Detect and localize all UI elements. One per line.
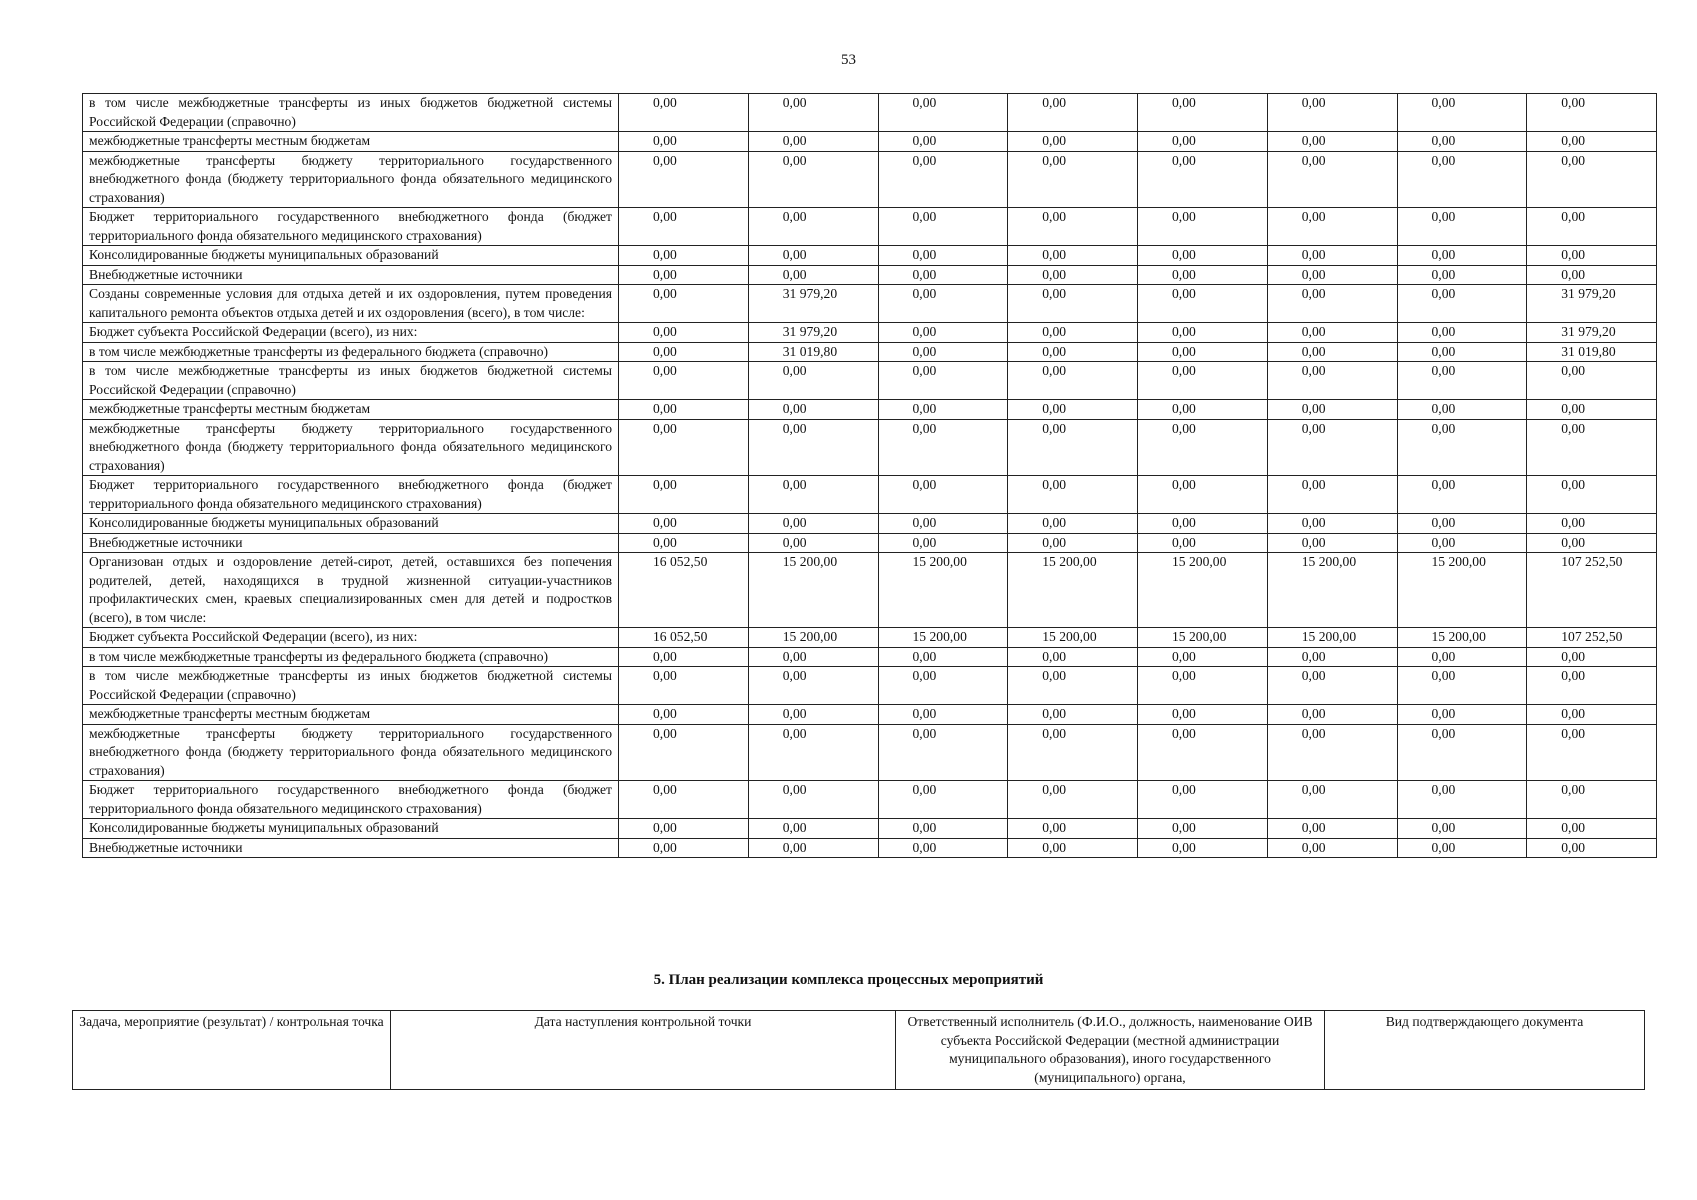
row-value: 15 200,00 <box>878 628 1008 648</box>
row-value: 0,00 <box>1397 533 1527 553</box>
row-value: 0,00 <box>1397 705 1527 725</box>
row-value: 0,00 <box>1267 151 1397 208</box>
row-value: 0,00 <box>1527 724 1657 781</box>
row-value: 31 979,20 <box>1527 285 1657 323</box>
row-value: 0,00 <box>748 132 878 152</box>
row-value: 31 979,20 <box>748 285 878 323</box>
row-value: 0,00 <box>878 514 1008 534</box>
row-value: 0,00 <box>1267 838 1397 858</box>
row-label: межбюджетные трансферты местным бюджетам <box>83 400 619 420</box>
row-value: 0,00 <box>1397 323 1527 343</box>
row-value: 0,00 <box>1008 781 1138 819</box>
row-value: 0,00 <box>619 781 749 819</box>
row-value: 0,00 <box>1138 400 1268 420</box>
row-value: 0,00 <box>1397 514 1527 534</box>
row-value: 0,00 <box>1397 647 1527 667</box>
row-label: Внебюджетные источники <box>83 533 619 553</box>
row-value: 0,00 <box>1267 647 1397 667</box>
row-value: 0,00 <box>1138 342 1268 362</box>
row-value: 0,00 <box>1267 342 1397 362</box>
table-row <box>83 132 1657 152</box>
row-value: 0,00 <box>1138 667 1268 705</box>
row-value: 0,00 <box>1267 781 1397 819</box>
row-value: 0,00 <box>1008 323 1138 343</box>
row-value: 15 200,00 <box>1267 628 1397 648</box>
row-value: 0,00 <box>1008 724 1138 781</box>
row-value: 0,00 <box>1527 476 1657 514</box>
row-value: 0,00 <box>1527 362 1657 400</box>
row-value: 0,00 <box>1267 265 1397 285</box>
row-value: 0,00 <box>878 781 1008 819</box>
row-value: 0,00 <box>1138 419 1268 476</box>
table-row <box>83 246 1657 266</box>
row-value: 0,00 <box>1267 419 1397 476</box>
row-value: 0,00 <box>1397 151 1527 208</box>
row-value: 0,00 <box>1527 400 1657 420</box>
row-value: 0,00 <box>1527 838 1657 858</box>
row-value: 0,00 <box>619 533 749 553</box>
row-value: 0,00 <box>619 246 749 266</box>
row-value: 0,00 <box>619 151 749 208</box>
row-value: 0,00 <box>1397 419 1527 476</box>
row-value: 0,00 <box>1008 151 1138 208</box>
row-value: 0,00 <box>1138 323 1268 343</box>
row-label: Бюджет территориального государственного внебюджетного фонда (бюджет территориального фонда обязательного медицинского страхования) <box>83 208 619 246</box>
row-value: 0,00 <box>1527 533 1657 553</box>
plan-header-task: Задача, мероприятие (результат) / контрольная точка <box>73 1011 391 1090</box>
table-row <box>83 647 1657 667</box>
row-label: Консолидированные бюджеты муниципальных образований <box>83 819 619 839</box>
table-row <box>83 667 1657 705</box>
row-value: 0,00 <box>1397 246 1527 266</box>
row-value: 0,00 <box>1267 667 1397 705</box>
row-label: Бюджет территориального государственного внебюджетного фонда (бюджет территориального фонда обязательного медицинского страхования) <box>83 476 619 514</box>
row-value: 0,00 <box>1138 705 1268 725</box>
table-row <box>83 419 1657 476</box>
row-value: 0,00 <box>1008 647 1138 667</box>
row-value: 0,00 <box>619 342 749 362</box>
row-value: 0,00 <box>1267 514 1397 534</box>
row-label: Бюджет субъекта Российской Федерации (всего), из них: <box>83 323 619 343</box>
row-value: 0,00 <box>1397 362 1527 400</box>
row-value: 0,00 <box>1138 514 1268 534</box>
row-label: Консолидированные бюджеты муниципальных образований <box>83 246 619 266</box>
plan-table <box>72 1010 1645 1090</box>
table-row <box>83 208 1657 246</box>
row-label: в том числе межбюджетные трансферты из федерального бюджета (справочно) <box>83 342 619 362</box>
row-label: в том числе межбюджетные трансферты из федерального бюджета (справочно) <box>83 647 619 667</box>
row-value: 0,00 <box>619 94 749 132</box>
plan-header-document: Вид подтверждающего документа <box>1325 1011 1645 1090</box>
row-value: 0,00 <box>1008 342 1138 362</box>
table-row <box>83 265 1657 285</box>
row-value: 15 200,00 <box>1397 553 1527 628</box>
table-row <box>83 342 1657 362</box>
row-value: 0,00 <box>878 94 1008 132</box>
row-value: 0,00 <box>1138 781 1268 819</box>
row-value: 0,00 <box>748 94 878 132</box>
row-value: 0,00 <box>878 724 1008 781</box>
row-value: 0,00 <box>619 667 749 705</box>
row-value: 0,00 <box>619 514 749 534</box>
row-value: 0,00 <box>1267 533 1397 553</box>
row-value: 0,00 <box>1008 265 1138 285</box>
table-row <box>83 533 1657 553</box>
row-value: 0,00 <box>1138 132 1268 152</box>
row-value: 0,00 <box>1527 208 1657 246</box>
row-label: межбюджетные трансферты бюджету территориального государственного внебюджетного фонда (бюджету территориального фонда обязательного медицинского страхования) <box>83 419 619 476</box>
row-label: Внебюджетные источники <box>83 838 619 858</box>
row-value: 15 200,00 <box>878 553 1008 628</box>
row-value: 16 052,50 <box>619 628 749 648</box>
row-value: 0,00 <box>1267 208 1397 246</box>
row-value: 0,00 <box>748 476 878 514</box>
row-value: 0,00 <box>1008 514 1138 534</box>
row-value: 0,00 <box>1527 667 1657 705</box>
row-value: 0,00 <box>878 667 1008 705</box>
row-value: 0,00 <box>878 151 1008 208</box>
row-value: 0,00 <box>878 838 1008 858</box>
row-value: 0,00 <box>748 265 878 285</box>
row-value: 0,00 <box>1397 400 1527 420</box>
row-value: 0,00 <box>878 533 1008 553</box>
row-value: 0,00 <box>1267 94 1397 132</box>
row-value: 0,00 <box>878 208 1008 246</box>
row-value: 0,00 <box>619 819 749 839</box>
row-value: 0,00 <box>619 265 749 285</box>
row-value: 0,00 <box>1138 362 1268 400</box>
row-value: 0,00 <box>1527 514 1657 534</box>
row-label: в том числе межбюджетные трансферты из иных бюджетов бюджетной системы Российской Федерации (справочно) <box>83 667 619 705</box>
row-value: 0,00 <box>748 647 878 667</box>
row-value: 107 252,50 <box>1527 628 1657 648</box>
row-label: Бюджет территориального государственного внебюджетного фонда (бюджет территориального фонда обязательного медицинского страхования) <box>83 781 619 819</box>
row-value: 15 200,00 <box>1138 628 1268 648</box>
row-value: 0,00 <box>619 285 749 323</box>
row-value: 0,00 <box>1008 819 1138 839</box>
row-value: 0,00 <box>1267 285 1397 323</box>
row-label: в том числе межбюджетные трансферты из иных бюджетов бюджетной системы Российской Федерации (справочно) <box>83 94 619 132</box>
row-value: 0,00 <box>748 400 878 420</box>
row-value: 0,00 <box>1267 705 1397 725</box>
row-value: 0,00 <box>1008 246 1138 266</box>
row-value: 0,00 <box>1008 285 1138 323</box>
row-value: 0,00 <box>1397 667 1527 705</box>
row-value: 0,00 <box>1008 838 1138 858</box>
row-value: 0,00 <box>1008 362 1138 400</box>
table-row <box>83 819 1657 839</box>
row-value: 0,00 <box>1138 246 1268 266</box>
row-value: 0,00 <box>1267 323 1397 343</box>
row-value: 31 979,20 <box>1527 323 1657 343</box>
section-title: 5. План реализации комплекса процессных мероприятий <box>653 972 1044 988</box>
row-value: 16 052,50 <box>619 553 749 628</box>
row-value: 107 252,50 <box>1527 553 1657 628</box>
page-number: 53 <box>841 52 856 68</box>
row-value: 0,00 <box>748 151 878 208</box>
row-value: 0,00 <box>1527 781 1657 819</box>
row-value: 0,00 <box>748 838 878 858</box>
row-value: 31 979,20 <box>748 323 878 343</box>
row-value: 0,00 <box>748 819 878 839</box>
row-value: 31 019,80 <box>1527 342 1657 362</box>
plan-header-responsible: Ответственный исполнитель (Ф.И.О., должность, наименование ОИВ субъекта Российской Федерации (местной администрации муниципального образования), иного государственного (муниципального) органа, <box>896 1011 1325 1090</box>
row-value: 0,00 <box>1397 724 1527 781</box>
row-value: 0,00 <box>1397 819 1527 839</box>
row-value: 0,00 <box>1397 342 1527 362</box>
row-value: 0,00 <box>878 819 1008 839</box>
row-label: Организован отдых и оздоровление детей-сирот, детей, оставшихся без попечения родителей, детей, находящихся в трудной жизненной ситуации-участников профилактических смен, краевых специализированных смен для детей и подростков (всего), в том числе: <box>83 553 619 628</box>
row-value: 0,00 <box>1267 400 1397 420</box>
row-value: 0,00 <box>1138 533 1268 553</box>
row-value: 0,00 <box>1138 151 1268 208</box>
table-row <box>83 553 1657 628</box>
row-value: 0,00 <box>1397 265 1527 285</box>
row-value: 0,00 <box>619 724 749 781</box>
row-value: 0,00 <box>619 323 749 343</box>
row-value: 0,00 <box>1267 724 1397 781</box>
row-value: 0,00 <box>878 323 1008 343</box>
row-value: 0,00 <box>878 419 1008 476</box>
table-row <box>83 476 1657 514</box>
row-value: 0,00 <box>1138 724 1268 781</box>
row-value: 0,00 <box>878 342 1008 362</box>
row-value: 0,00 <box>748 533 878 553</box>
row-value: 0,00 <box>1138 208 1268 246</box>
row-label: межбюджетные трансферты местным бюджетам <box>83 705 619 725</box>
row-value: 0,00 <box>1527 246 1657 266</box>
financing-table <box>82 93 1657 858</box>
row-value: 0,00 <box>748 246 878 266</box>
table-row <box>83 838 1657 858</box>
row-value: 0,00 <box>1008 132 1138 152</box>
row-value: 0,00 <box>1397 838 1527 858</box>
table-row <box>83 362 1657 400</box>
row-value: 0,00 <box>1138 265 1268 285</box>
row-value: 0,00 <box>748 667 878 705</box>
row-value: 0,00 <box>619 838 749 858</box>
table-row <box>83 151 1657 208</box>
row-value: 0,00 <box>878 705 1008 725</box>
row-value: 0,00 <box>1527 265 1657 285</box>
row-value: 0,00 <box>619 647 749 667</box>
row-value: 0,00 <box>1008 400 1138 420</box>
row-value: 0,00 <box>878 265 1008 285</box>
row-value: 0,00 <box>878 476 1008 514</box>
plan-header-date: Дата наступления контрольной точки <box>391 1011 896 1090</box>
row-value: 15 200,00 <box>748 553 878 628</box>
row-value: 0,00 <box>1008 667 1138 705</box>
row-value: 15 200,00 <box>1008 628 1138 648</box>
row-value: 0,00 <box>1008 208 1138 246</box>
row-value: 15 200,00 <box>748 628 878 648</box>
row-label: Внебюджетные источники <box>83 265 619 285</box>
row-value: 0,00 <box>1138 819 1268 839</box>
row-value: 0,00 <box>1267 132 1397 152</box>
row-value: 0,00 <box>1397 781 1527 819</box>
row-label: Созданы современные условия для отдыха детей и их оздоровления, путем проведения капитального ремонта объектов отдыха детей и их оздоровления (всего), в том числе: <box>83 285 619 323</box>
row-label: межбюджетные трансферты местным бюджетам <box>83 132 619 152</box>
row-value: 15 200,00 <box>1138 553 1268 628</box>
row-value: 0,00 <box>748 208 878 246</box>
row-value: 0,00 <box>1267 819 1397 839</box>
row-value: 0,00 <box>1527 94 1657 132</box>
row-value: 0,00 <box>748 419 878 476</box>
row-value: 0,00 <box>748 514 878 534</box>
row-value: 0,00 <box>619 400 749 420</box>
table-row <box>83 323 1657 343</box>
table-row <box>83 400 1657 420</box>
row-value: 15 200,00 <box>1267 553 1397 628</box>
row-value: 0,00 <box>1138 285 1268 323</box>
row-label: межбюджетные трансферты бюджету территориального государственного внебюджетного фонда (бюджету территориального фонда обязательного медицинского страхования) <box>83 151 619 208</box>
row-value: 0,00 <box>748 362 878 400</box>
row-value: 0,00 <box>878 246 1008 266</box>
row-value: 0,00 <box>1267 246 1397 266</box>
table-row <box>83 724 1657 781</box>
row-value: 0,00 <box>1138 838 1268 858</box>
row-value: 0,00 <box>1008 476 1138 514</box>
table-row <box>83 628 1657 648</box>
table-row <box>83 705 1657 725</box>
row-label: межбюджетные трансферты бюджету территориального государственного внебюджетного фонда (бюджету территориального фонда обязательного медицинского страхования) <box>83 724 619 781</box>
row-value: 0,00 <box>1397 132 1527 152</box>
row-value: 0,00 <box>1008 419 1138 476</box>
row-value: 0,00 <box>1397 208 1527 246</box>
row-value: 0,00 <box>1397 285 1527 323</box>
row-value: 0,00 <box>878 400 1008 420</box>
row-value: 0,00 <box>1008 705 1138 725</box>
row-value: 0,00 <box>748 705 878 725</box>
table-row <box>83 285 1657 323</box>
row-value: 0,00 <box>1527 132 1657 152</box>
row-value: 0,00 <box>1527 419 1657 476</box>
row-value: 15 200,00 <box>1008 553 1138 628</box>
row-value: 0,00 <box>1527 151 1657 208</box>
row-label: Консолидированные бюджеты муниципальных образований <box>83 514 619 534</box>
row-value: 0,00 <box>1267 476 1397 514</box>
row-value: 0,00 <box>878 285 1008 323</box>
row-value: 0,00 <box>1138 476 1268 514</box>
row-value: 15 200,00 <box>1397 628 1527 648</box>
row-value: 0,00 <box>878 647 1008 667</box>
row-value: 0,00 <box>1267 362 1397 400</box>
row-label: Бюджет субъекта Российской Федерации (всего), из них: <box>83 628 619 648</box>
row-value: 0,00 <box>748 781 878 819</box>
row-value: 0,00 <box>878 132 1008 152</box>
row-value: 0,00 <box>619 476 749 514</box>
row-value: 0,00 <box>1527 819 1657 839</box>
table-row <box>83 781 1657 819</box>
row-value: 0,00 <box>619 419 749 476</box>
row-value: 0,00 <box>619 705 749 725</box>
row-value: 0,00 <box>619 132 749 152</box>
row-value: 0,00 <box>1008 533 1138 553</box>
row-value: 0,00 <box>1527 647 1657 667</box>
row-value: 0,00 <box>619 362 749 400</box>
row-value: 0,00 <box>1527 705 1657 725</box>
table-row <box>83 94 1657 132</box>
row-label: в том числе межбюджетные трансферты из иных бюджетов бюджетной системы Российской Федерации (справочно) <box>83 362 619 400</box>
row-value: 0,00 <box>1397 476 1527 514</box>
table-row <box>83 514 1657 534</box>
row-value: 0,00 <box>878 362 1008 400</box>
row-value: 31 019,80 <box>748 342 878 362</box>
row-value: 0,00 <box>1008 94 1138 132</box>
financing-table-body <box>83 94 1657 858</box>
row-value: 0,00 <box>748 724 878 781</box>
row-value: 0,00 <box>619 208 749 246</box>
row-value: 0,00 <box>1397 94 1527 132</box>
plan-table-header-row <box>73 1011 1645 1090</box>
row-value: 0,00 <box>1138 94 1268 132</box>
row-value: 0,00 <box>1138 647 1268 667</box>
